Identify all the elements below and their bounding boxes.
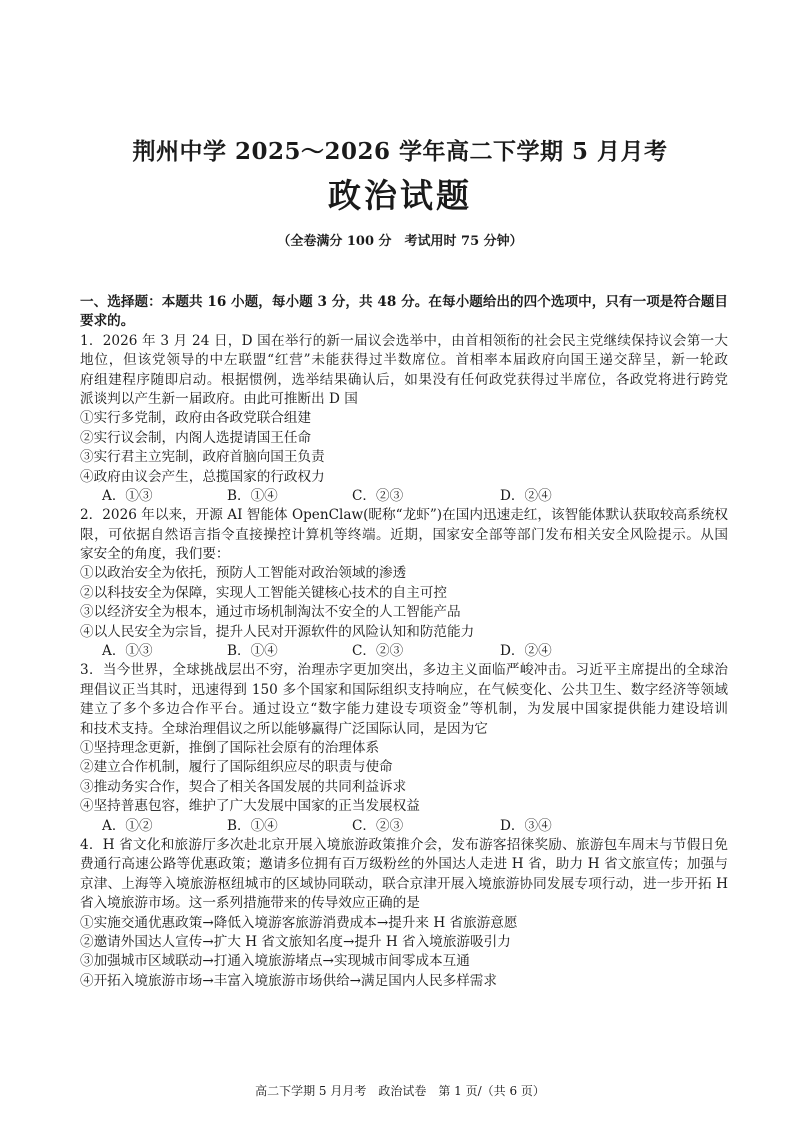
exam-info: （全卷满分 100 分 考试用时 75 分钟） <box>277 234 523 249</box>
question-text-line: 派谈判以产生新一届政府。由此可推断出 D 国 <box>80 390 358 407</box>
question-text-line: 理倡议正当其时，迅速得到 150 多个国家和国际组织支持响应，在气候变化、公共卫生、数字经济等领域 <box>80 681 728 698</box>
statement-item: ①坚持理念更新，推倒了国际社会原有的治理体系 <box>80 739 380 756</box>
statement-item: ④坚持普惠包容，维护了广大发展中国家的正当发展权益 <box>80 798 420 815</box>
option-b: B．①④ <box>227 643 278 660</box>
option-a: A．①③ <box>102 487 153 504</box>
section-heading-line: 要求的。 <box>80 313 135 330</box>
subject-title: 政治试题 <box>328 176 472 215</box>
option-c: C．②③ <box>352 643 404 660</box>
option-b: B．①④ <box>227 487 278 504</box>
question-text-line: 建立了多个多边合作平台。通过设立“数字能力建设专项资金”等机制，为发展中国家提供能力建设培训 <box>80 701 728 718</box>
question-2 <box>80 506 728 661</box>
option-d: D．②④ <box>500 643 552 660</box>
answer-options <box>80 642 728 661</box>
question-3 <box>80 661 728 836</box>
statement-item: ③推动务实合作，契合了相关各国发展的共同利益诉求 <box>80 778 407 795</box>
question-1 <box>80 332 728 507</box>
answer-options <box>80 817 728 836</box>
option-c: C．②③ <box>352 487 404 504</box>
option-a: A．①② <box>102 817 153 834</box>
statement-item: ①以政治安全为依托，预防人工智能对政治领域的渗透 <box>80 565 407 582</box>
exam-title: 荆州中学 2025～2026 学年高二下学期 5 月月考 <box>132 138 668 165</box>
statement-item: ②实行议会制，内阁人选提请国王任命 <box>80 429 312 446</box>
statement-item: ③以经济安全为根本，通过市场机制淘汰不安全的人工智能产品 <box>80 604 461 621</box>
exam-content <box>80 293 728 991</box>
statement-item: ④开拓入境旅游市场→丰富入境旅游市场供给→满足国内人民多样需求 <box>80 972 497 989</box>
option-c: C．②③ <box>352 817 404 834</box>
question-text-line: 家安全的角度，我们要： <box>80 546 230 563</box>
statement-item: ④政府由议会产生，总揽国家的行政权力 <box>80 468 325 485</box>
question-text-line: 限，可依据自然语言指令直接操控计算机等终端。近期，国家安全部等部门发布相关安全风险提示。从国 <box>80 526 728 543</box>
statement-item: ②邀请外国达人宣传→扩大 H 省文旅知名度→提升 H 省入境旅游吸引力 <box>80 933 511 950</box>
option-a: A．①③ <box>102 643 153 660</box>
question-text-line: 4．H 省文化和旅游厅多次赴北京开展入境旅游政策推介会，发布游客招徕奖励、旅游包车周末与节假日免 <box>80 836 728 853</box>
statement-item: ③加强城市区域联动→打通入境旅游堵点→实现城市间零成本互通 <box>80 953 470 970</box>
page-footer: 高二下学期 5 月月考 政治试卷 第 1 页/（共 6 页） <box>255 1084 545 1098</box>
question-text-line: 地位，但该党领导的中左联盟“红营”未能获得过半数席位。首相率本届政府向国王递交辞呈，新一轮政 <box>80 352 728 369</box>
option-d: D．②④ <box>500 487 552 504</box>
question-text-line: 京津、上海等入境旅游枢纽城市的区域协同联动，联合京津开展入境旅游协同发展专项行动，进一步开拓 H <box>80 875 728 892</box>
question-text-line: 2．2026 年以来，开源 AI 智能体 OpenClaw(昵称“龙虾”)在国内迅速走红，该智能体默认获取较高系统权 <box>80 507 728 524</box>
question-text-line: 和技术支持。全球治理倡议之所以能够赢得广泛国际认同，是因为它 <box>80 720 488 737</box>
question-text-line: 费通行高速公路等优惠政策；邀请多位拥有百万级粉丝的外国达人走进 H 省，助力 H 省文旅宣传；加强与 <box>80 856 728 873</box>
statement-item: ②以科技安全为保障，实现人工智能关键核心技术的自主可控 <box>80 584 448 601</box>
section-heading-line: 一、选择题：本题共 16 小题，每小题 3 分，共 48 分。在每小题给出的四个选项中，只有一项是符合题目 <box>80 294 728 310</box>
answer-options <box>80 487 728 506</box>
option-d: D．③④ <box>500 817 552 834</box>
section-heading <box>80 293 728 332</box>
question-text-line: 省入境旅游市场。这一系列措施带来的传导效应正确的是 <box>80 895 420 912</box>
question-text-line: 1．2026 年 3 月 24 日，D 国在举行的新一届议会选举中，由首相领衔的社会民主党继续保持议会第一大 <box>80 332 728 349</box>
option-b: B．①④ <box>227 817 278 834</box>
question-4 <box>80 836 728 991</box>
statement-item: ①实施交通优惠政策→降低入境游客旅游消费成本→提升来 H 省旅游意愿 <box>80 914 518 931</box>
statement-item: ①实行多党制，政府由各政党联合组建 <box>80 410 312 427</box>
question-text-line: 府组建程序随即启动。根据惯例，选举结果确认后，如果没有任何政党获得过半席位，各政党将进行跨党 <box>80 371 728 388</box>
statement-item: ④以人民安全为宗旨，提升人民对开源软件的风险认知和防范能力 <box>80 623 475 640</box>
question-text-line: 3．当今世界，全球挑战层出不穷，治理赤字更加突出，多边主义面临严峻冲击。习近平主席提出的全球治 <box>80 662 728 679</box>
statement-item: ③实行君主立宪制，政府首脑向国王负责 <box>80 449 325 466</box>
statement-item: ②建立合作机制，履行了国际组织应尽的职责与使命 <box>80 759 393 776</box>
